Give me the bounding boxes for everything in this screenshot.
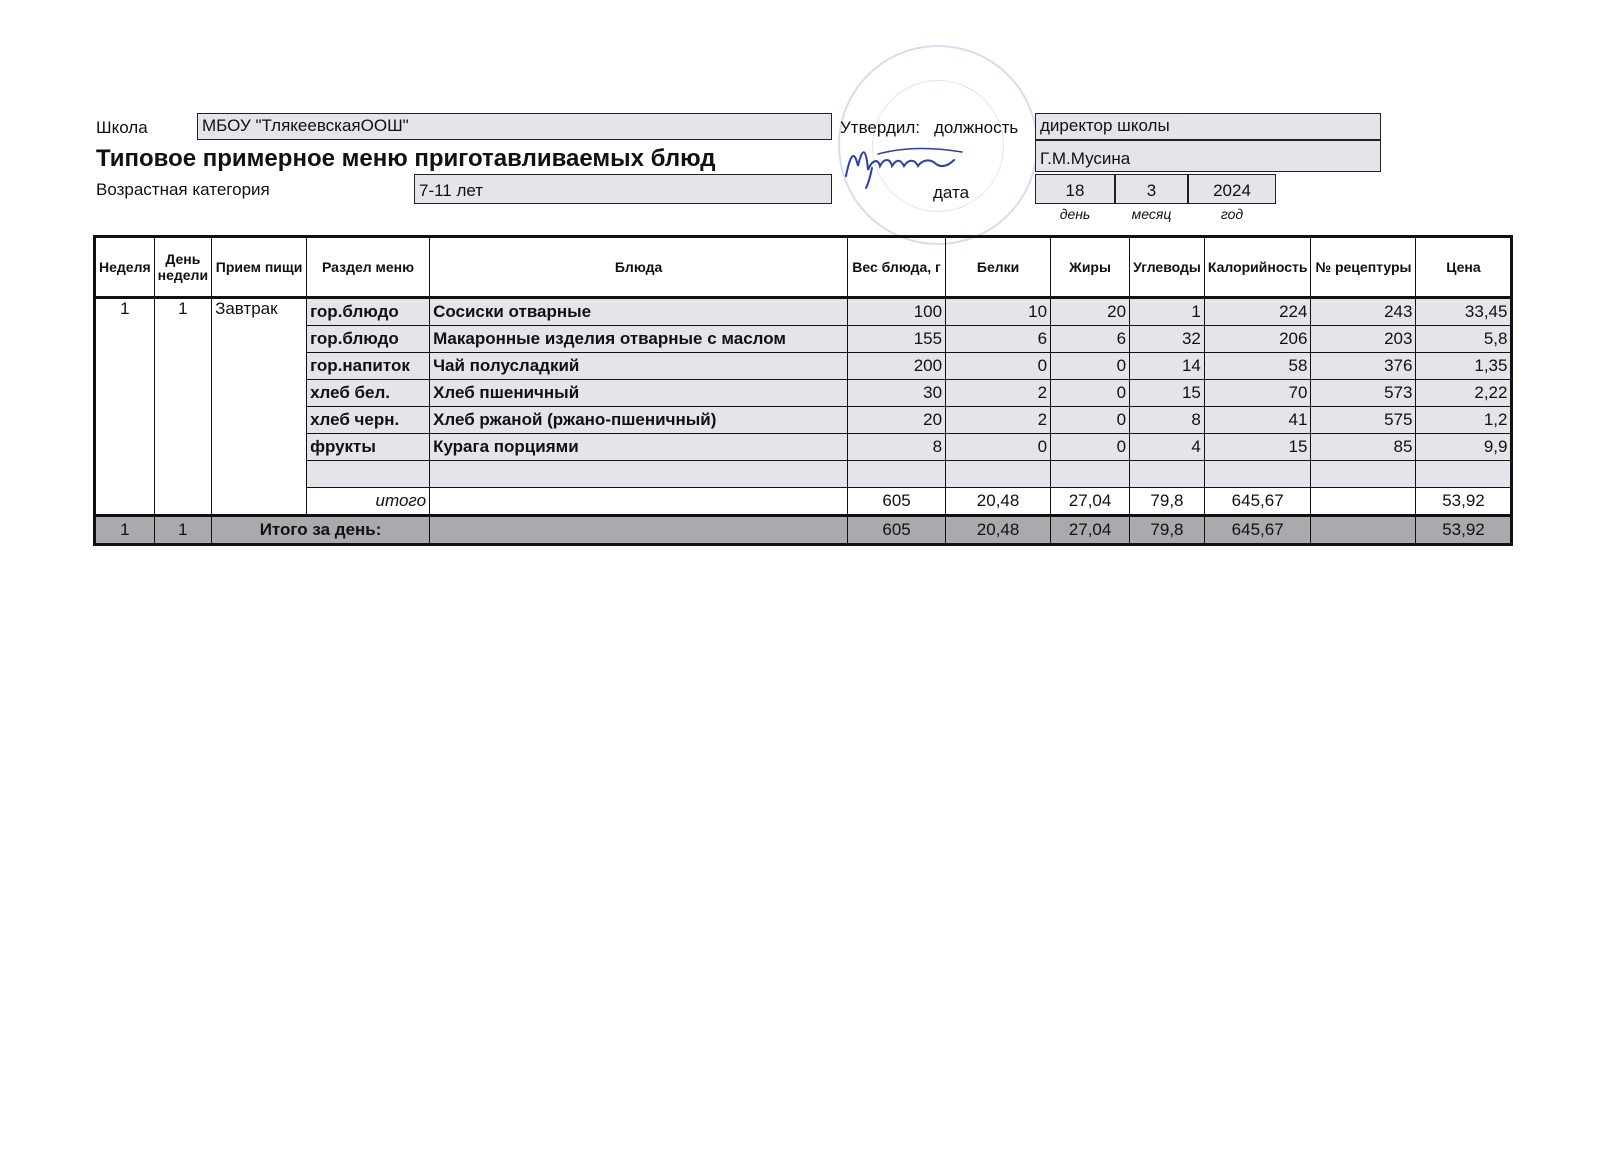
kcal-cell[interactable]: 70 [1204, 380, 1311, 407]
col-header-weight: Вес блюда, г [848, 237, 946, 298]
carbs-cell[interactable]: 32 [1130, 326, 1205, 353]
carbs-cell[interactable]: 8 [1130, 407, 1205, 434]
position-label: должность [934, 118, 1019, 137]
dish-cell[interactable]: Хлеб пшеничный [430, 380, 848, 407]
meal-cell: Завтрак [212, 298, 307, 516]
protein-cell[interactable]: 0 [946, 434, 1051, 461]
empty-cell[interactable] [1051, 461, 1130, 488]
carbs-cell[interactable]: 1 [1130, 298, 1205, 326]
empty-row [95, 461, 1512, 488]
col-header-fat: Жиры [1051, 237, 1130, 298]
carbs-cell[interactable]: 4 [1130, 434, 1205, 461]
recipe-cell[interactable]: 203 [1311, 326, 1416, 353]
subtotal-fat: 27,04 [1051, 488, 1130, 516]
kcal-cell[interactable]: 206 [1204, 326, 1311, 353]
col-header-kcal: Калорийность [1204, 237, 1311, 298]
total-price: 53,92 [1416, 516, 1512, 545]
empty-cell[interactable] [1311, 461, 1416, 488]
kcal-cell[interactable]: 41 [1204, 407, 1311, 434]
col-header-section: Раздел меню [307, 237, 430, 298]
col-header-dish: Блюда [430, 237, 848, 298]
total-protein: 20,48 [946, 516, 1051, 545]
week-cell: 1 [95, 298, 155, 516]
empty-cell[interactable] [1204, 461, 1311, 488]
school-field[interactable]: МБОУ "ТлякеевскаяООШ" [197, 113, 832, 140]
total-recipe-blank [1311, 516, 1416, 545]
total-day: 1 [154, 516, 211, 545]
age-label: Возрастная категория [96, 180, 270, 199]
price-cell[interactable]: 9,9 [1416, 434, 1512, 461]
section-cell[interactable]: хлеб бел. [307, 380, 430, 407]
col-header-week: Неделя [95, 237, 155, 298]
subtotal-recipe-blank [1311, 488, 1416, 516]
recipe-cell[interactable]: 85 [1311, 434, 1416, 461]
col-header-protein: Белки [946, 237, 1051, 298]
fat-cell[interactable]: 6 [1051, 326, 1130, 353]
col-header-price: Цена [1416, 237, 1512, 298]
table-row [95, 326, 1512, 353]
school-label: Школа [96, 118, 148, 137]
empty-cell[interactable] [1416, 461, 1512, 488]
col-header-weekday: День недели [154, 237, 211, 298]
recipe-cell[interactable]: 575 [1311, 407, 1416, 434]
table-row [95, 380, 1512, 407]
total-fat: 27,04 [1051, 516, 1130, 545]
fat-cell[interactable]: 0 [1051, 380, 1130, 407]
empty-cell[interactable] [946, 461, 1051, 488]
table-row [95, 298, 1512, 326]
weight-cell[interactable]: 155 [848, 326, 946, 353]
price-cell[interactable]: 2,22 [1416, 380, 1512, 407]
table-header-row [95, 237, 1512, 298]
recipe-cell[interactable]: 376 [1311, 353, 1416, 380]
subtotal-price: 53,92 [1416, 488, 1512, 516]
col-header-carbs: Углеводы [1130, 237, 1205, 298]
protein-cell[interactable]: 10 [946, 298, 1051, 326]
price-cell[interactable]: 5,8 [1416, 326, 1512, 353]
age-field[interactable]: 7-11 лет [414, 174, 832, 204]
protein-cell[interactable]: 2 [946, 380, 1051, 407]
weight-cell[interactable]: 200 [848, 353, 946, 380]
weight-cell[interactable]: 100 [848, 298, 946, 326]
approved-label: Утвердил: [840, 118, 921, 137]
subtotal-label: итого [307, 488, 430, 516]
empty-cell[interactable] [307, 461, 430, 488]
date-label: дата [933, 183, 970, 202]
empty-cell[interactable] [1130, 461, 1205, 488]
fat-cell[interactable]: 0 [1051, 407, 1130, 434]
section-cell[interactable]: гор.напиток [307, 353, 430, 380]
recipe-cell[interactable]: 573 [1311, 380, 1416, 407]
section-cell[interactable]: фрукты [307, 434, 430, 461]
year-caption: год [1220, 206, 1244, 222]
dish-cell[interactable]: Макаронные изделия отварные с маслом [430, 326, 848, 353]
carbs-cell[interactable]: 15 [1130, 380, 1205, 407]
total-carbs: 79,8 [1130, 516, 1205, 545]
subtotal-weight: 605 [848, 488, 946, 516]
month-caption: месяц [1131, 206, 1172, 222]
section-cell[interactable]: хлеб черн. [307, 407, 430, 434]
page-title: Типовое примерное меню приготавливаемых блюд [96, 145, 716, 172]
dish-cell[interactable]: Сосиски отварные [430, 298, 848, 326]
weight-cell[interactable]: 20 [848, 407, 946, 434]
subtotal-row [95, 488, 1512, 516]
kcal-cell[interactable]: 224 [1204, 298, 1311, 326]
fat-cell[interactable]: 0 [1051, 434, 1130, 461]
year-field[interactable]: 2024 [1188, 174, 1276, 204]
fat-cell[interactable]: 0 [1051, 353, 1130, 380]
kcal-cell[interactable]: 58 [1204, 353, 1311, 380]
dish-cell[interactable]: Курага порциями [430, 434, 848, 461]
empty-cell[interactable] [430, 461, 848, 488]
weight-cell[interactable]: 30 [848, 380, 946, 407]
table-row [95, 407, 1512, 434]
total-kcal: 645,67 [1204, 516, 1311, 545]
table-row [95, 353, 1512, 380]
dish-cell[interactable]: Чай полусладкий [430, 353, 848, 380]
subtotal-kcal: 645,67 [1204, 488, 1311, 516]
price-cell[interactable]: 33,45 [1416, 298, 1512, 326]
day-total-row [95, 516, 1512, 545]
price-cell[interactable]: 1,35 [1416, 353, 1512, 380]
name-field[interactable]: Г.М.Мусина [1035, 140, 1381, 172]
day-caption: день [1059, 206, 1091, 222]
carbs-cell[interactable]: 14 [1130, 353, 1205, 380]
day-field[interactable]: 18 [1035, 174, 1115, 204]
protein-cell[interactable]: 0 [946, 353, 1051, 380]
menu-table [93, 235, 1513, 546]
month-field[interactable]: 3 [1115, 174, 1188, 204]
total-dish-blank [430, 516, 848, 545]
recipe-cell[interactable]: 243 [1311, 298, 1416, 326]
price-cell[interactable]: 1,2 [1416, 407, 1512, 434]
col-header-meal: Прием пищи [212, 237, 307, 298]
section-cell[interactable]: гор.блюдо [307, 326, 430, 353]
fat-cell[interactable]: 20 [1051, 298, 1130, 326]
weight-cell[interactable]: 8 [848, 434, 946, 461]
protein-cell[interactable]: 2 [946, 407, 1051, 434]
empty-cell[interactable] [848, 461, 946, 488]
protein-cell[interactable]: 6 [946, 326, 1051, 353]
subtotal-blank [430, 488, 848, 516]
total-weight: 605 [848, 516, 946, 545]
total-label: Итого за день: [212, 516, 430, 545]
table-row [95, 434, 1512, 461]
position-field[interactable]: директор школы [1035, 113, 1381, 140]
subtotal-carbs: 79,8 [1130, 488, 1205, 516]
total-week: 1 [95, 516, 155, 545]
kcal-cell[interactable]: 15 [1204, 434, 1311, 461]
weekday-cell: 1 [154, 298, 211, 516]
section-cell[interactable]: гор.блюдо [307, 298, 430, 326]
subtotal-protein: 20,48 [946, 488, 1051, 516]
col-header-recipe: № рецептуры [1311, 237, 1416, 298]
dish-cell[interactable]: Хлеб ржаной (ржано-пшеничный) [430, 407, 848, 434]
